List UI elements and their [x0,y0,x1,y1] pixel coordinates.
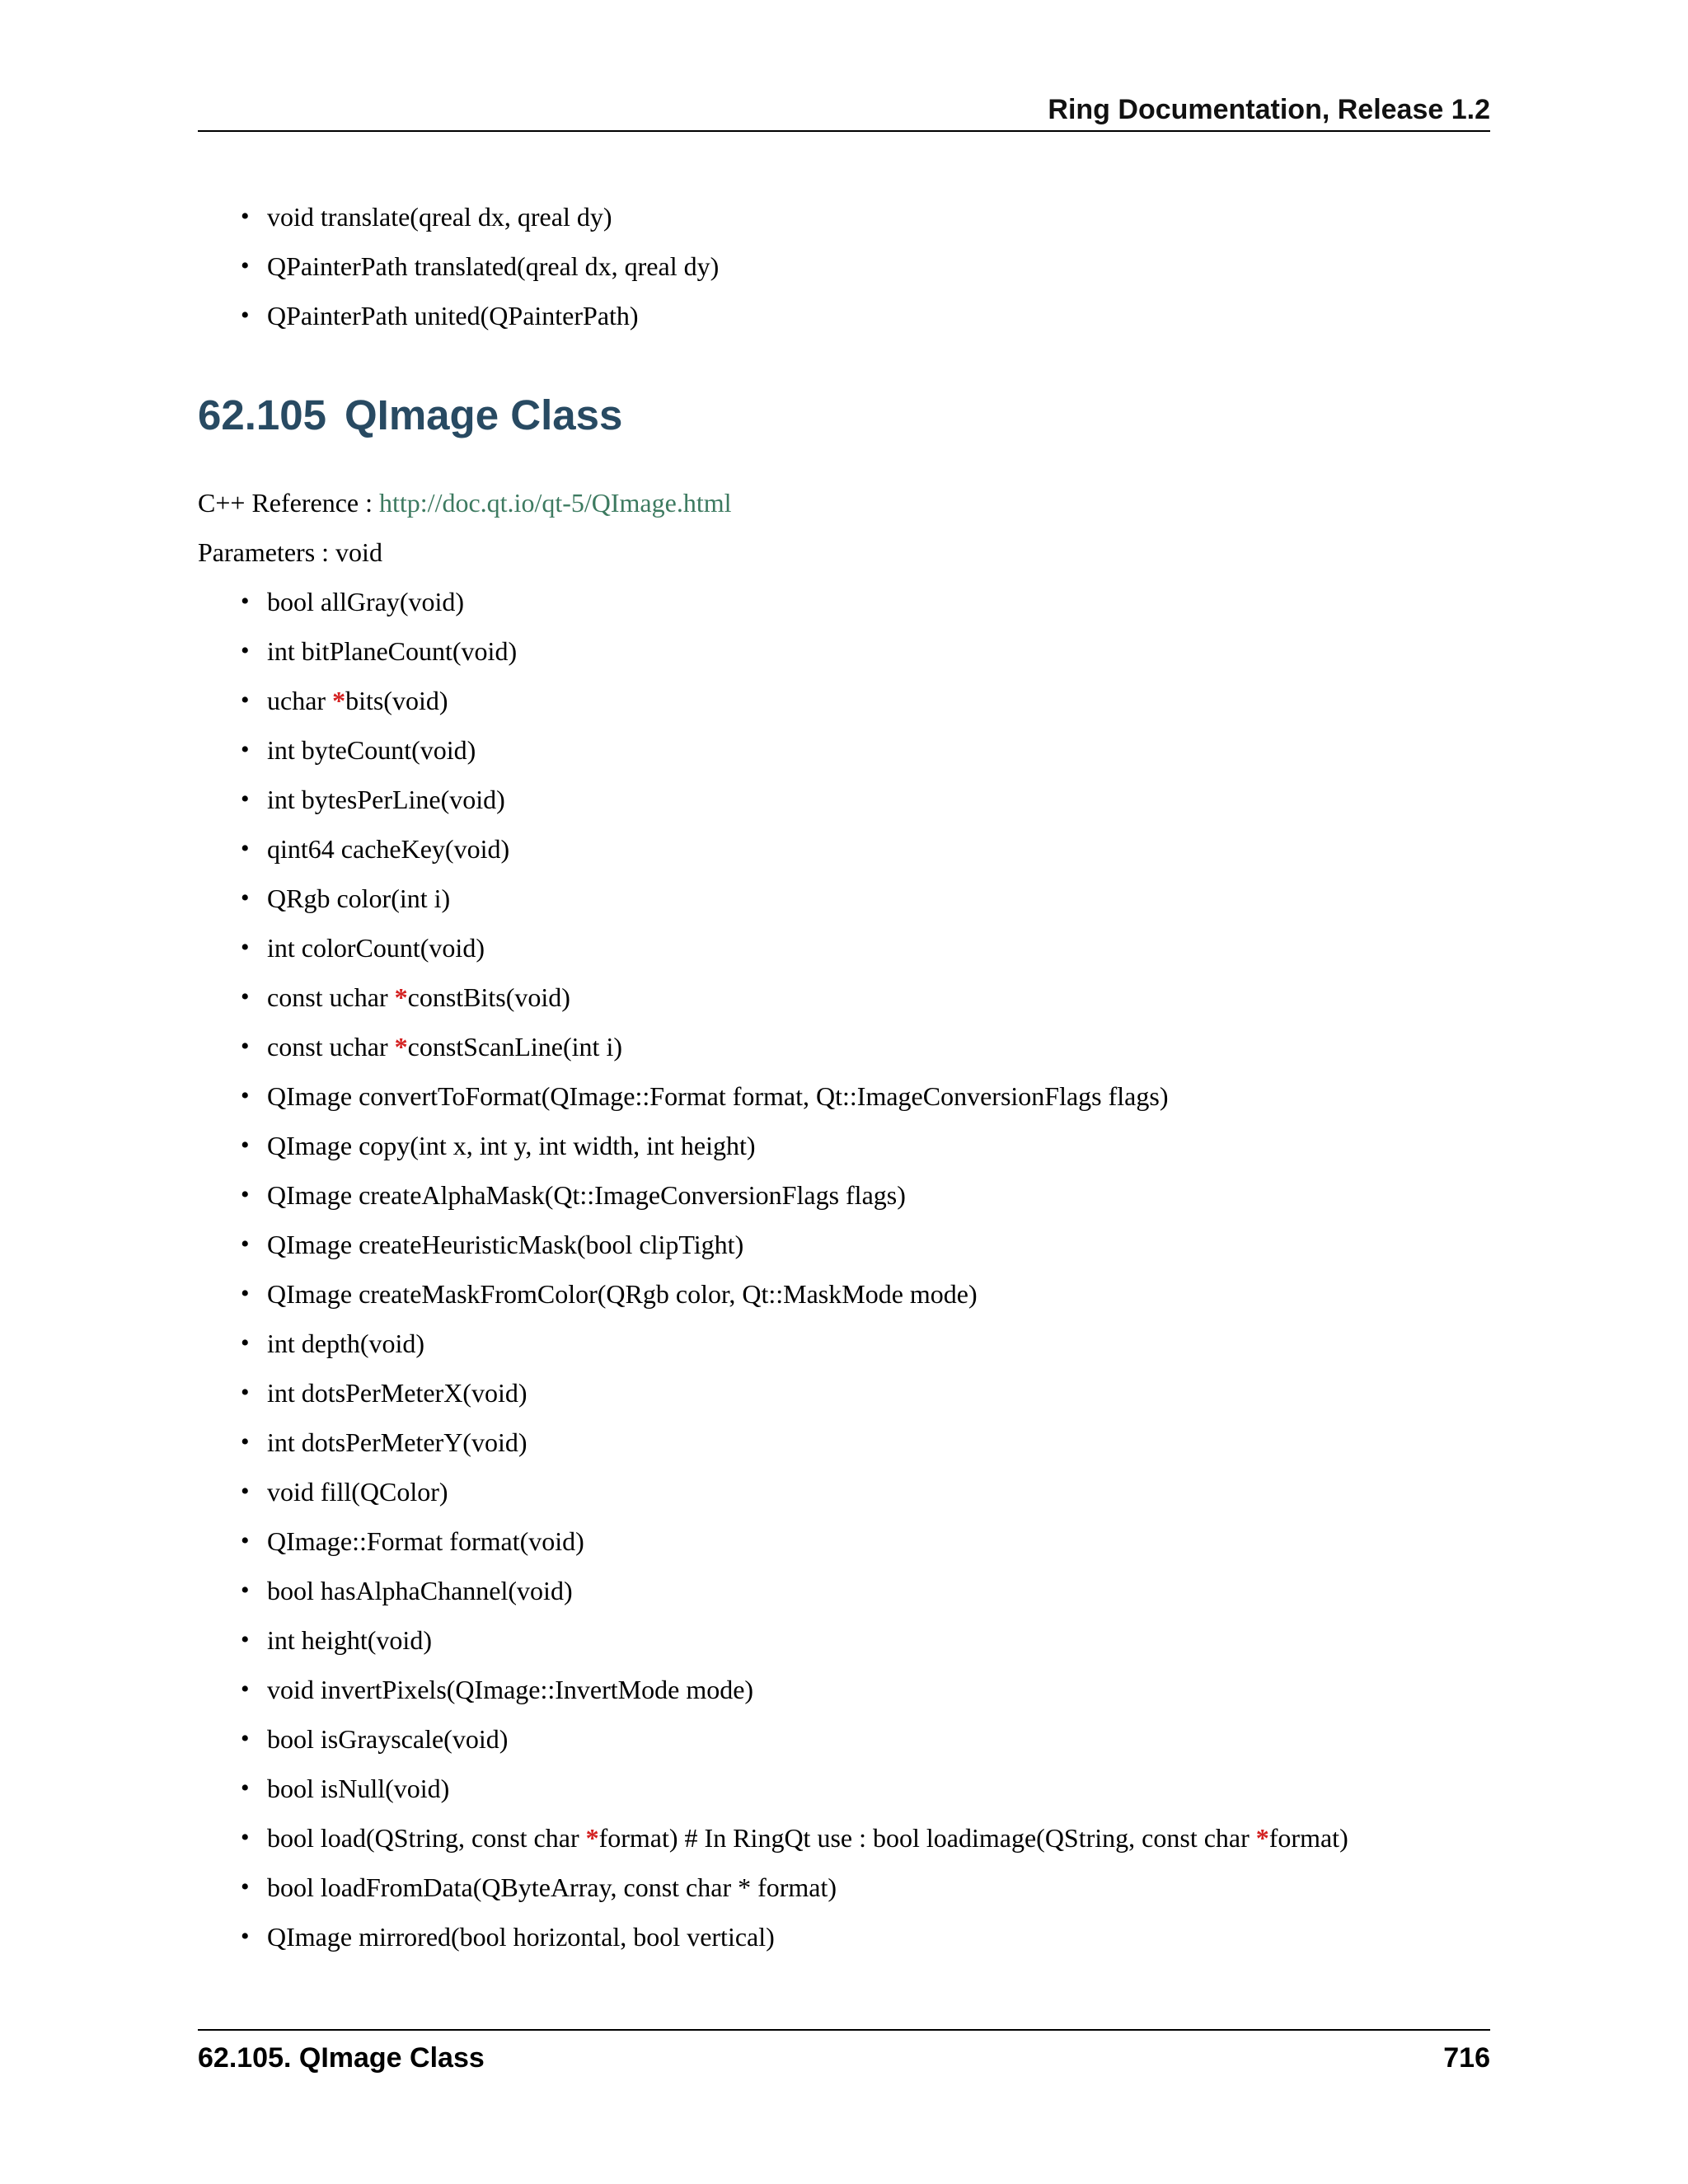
bullet-icon: • [241,588,250,615]
method-item [198,1764,1490,1813]
bullet-icon: • [241,252,250,279]
pointer-asterisk: * [332,686,346,715]
pointer-asterisk: * [585,1823,599,1853]
method-signature-part: format) # In RingQt use : bool loadimage(QString, const char [598,1823,1256,1853]
footer-section-title: 62.105. QImage Class [198,2042,485,2074]
parameters-line: Parameters : void [198,537,382,567]
bullet-icon: • [241,1577,250,1604]
pointer-asterisk: * [394,982,408,1012]
method-item [198,874,1490,923]
method-item [198,1714,1490,1764]
method-item [198,1912,1490,1961]
bullet-icon: • [241,1725,250,1752]
bullet-icon: • [241,1923,250,1950]
bullet-icon: • [241,1873,250,1900]
bullet-icon: • [241,785,250,813]
method-signature-part: int dotsPerMeterX(void) [267,1378,528,1408]
section-title: QImage Class [345,391,623,438]
method-signature-part: QRgb color(int i) [267,883,451,913]
method-signature-part: QImage::Format format(void) [267,1526,584,1556]
method-item [198,1022,1490,1071]
method-signature-part: QImage createMaskFromColor(QRgb color, Qt::MaskMode mode) [267,1279,978,1309]
section-heading [198,391,622,439]
method-signature-part: int colorCount(void) [267,933,485,963]
method-signature-part: int byteCount(void) [267,735,476,765]
method-item [198,1863,1490,1912]
method-item [198,1319,1490,1368]
reference-label: C++ Reference : [198,488,379,518]
bullet-icon: • [241,983,250,1010]
method-signature-part: bool isNull(void) [267,1774,450,1803]
section-number: 62.105 [198,391,326,438]
method-item [198,1615,1490,1665]
method-signature-part: constBits(void) [407,982,570,1012]
bullet-icon: • [241,1675,250,1703]
method-signature-part: bool allGray(void) [267,587,465,616]
bullet-icon: • [241,203,250,230]
method-signature-part: int height(void) [267,1625,432,1655]
bullet-icon: • [241,884,250,912]
document-title: Ring Documentation, Release 1.2 [1048,94,1490,125]
method-item [198,1269,1490,1319]
method-item [198,725,1490,775]
method-item [198,1516,1490,1566]
method-item [198,824,1490,874]
method-signature-part: const uchar [267,1032,395,1062]
method-item [198,1665,1490,1714]
page-header [198,92,1490,132]
page-number: 716 [1443,2042,1490,2074]
method-item [198,577,1490,626]
pointer-asterisk: * [1255,1823,1269,1853]
method-signature-part: constScanLine(int i) [407,1032,622,1062]
method-signature: QPainterPath translated(qreal dx, qreal dy) [267,251,720,281]
list-item [198,291,1490,340]
method-item [198,1368,1490,1418]
method-signature-part: const uchar [267,982,395,1012]
method-signature-part: uchar [267,686,333,715]
method-signature-part: int depth(void) [267,1329,425,1358]
method-signature: QPainterPath united(QPainterPath) [267,301,639,330]
method-signature-part: bool load(QString, const char [267,1823,586,1853]
method-signature-part: format) [1268,1823,1348,1853]
bullet-icon: • [241,1230,250,1258]
bullet-icon: • [241,1428,250,1455]
pointer-asterisk: * [394,1032,408,1062]
methods-list [198,577,1490,1961]
method-signature: void translate(qreal dx, qreal dy) [267,202,612,232]
bullet-icon: • [241,1478,250,1505]
method-item [198,1121,1490,1170]
bullet-icon: • [241,1181,250,1208]
method-signature-part: QImage createAlphaMask(Qt::ImageConversionFlags flags) [267,1180,906,1210]
method-signature-part: int dotsPerMeterY(void) [267,1427,528,1457]
method-item [198,923,1490,972]
method-item [198,1467,1490,1516]
method-signature-part: QImage createHeuristicMask(bool clipTight) [267,1230,744,1259]
method-signature-part: bool isGrayscale(void) [267,1724,509,1754]
list-item [198,241,1490,291]
method-item [198,626,1490,676]
bullet-icon: • [241,1280,250,1307]
bullet-icon: • [241,302,250,329]
cpp-reference-line [198,478,732,527]
bullet-icon: • [241,1824,250,1851]
method-item [198,775,1490,824]
page-footer [198,2029,1490,2080]
method-item [198,1071,1490,1121]
method-item [198,972,1490,1022]
bullet-icon: • [241,687,250,714]
method-signature-part: QImage mirrored(bool horizontal, bool vertical) [267,1922,775,1952]
bullet-icon: • [241,637,250,664]
bullet-icon: • [241,1774,250,1802]
method-signature-part: QImage copy(int x, int y, int width, int height) [267,1131,756,1160]
bullet-icon: • [241,1527,250,1554]
method-item [198,676,1490,725]
previous-methods-list [198,192,1490,340]
method-signature-part: int bitPlaneCount(void) [267,636,518,666]
method-signature-part: int bytesPerLine(void) [267,785,505,814]
method-signature-part: bool loadFromData(QByteArray, const char * format) [267,1872,837,1902]
bullet-icon: • [241,1626,250,1653]
bullet-icon: • [241,1082,250,1109]
bullet-icon: • [241,736,250,763]
bullet-icon: • [241,1033,250,1060]
method-signature-part: bool hasAlphaChannel(void) [267,1576,573,1605]
method-signature-part: bits(void) [345,686,448,715]
method-item [198,1220,1490,1269]
bullet-icon: • [241,1379,250,1406]
method-item [198,1813,1490,1863]
method-signature-part: void fill(QColor) [267,1477,448,1507]
bullet-icon: • [241,1329,250,1357]
reference-link[interactable]: http://doc.qt.io/qt-5/QImage.html [379,488,732,518]
method-item [198,1418,1490,1467]
method-item [198,1170,1490,1220]
method-item [198,1566,1490,1615]
bullet-icon: • [241,835,250,862]
method-signature-part: qint64 cacheKey(void) [267,834,510,864]
bullet-icon: • [241,934,250,961]
bullet-icon: • [241,1132,250,1159]
list-item [198,192,1490,241]
method-signature-part: void invertPixels(QImage::InvertMode mode) [267,1675,754,1704]
method-signature-part: QImage convertToFormat(QImage::Format format, Qt::ImageConversionFlags flags) [267,1081,1169,1111]
